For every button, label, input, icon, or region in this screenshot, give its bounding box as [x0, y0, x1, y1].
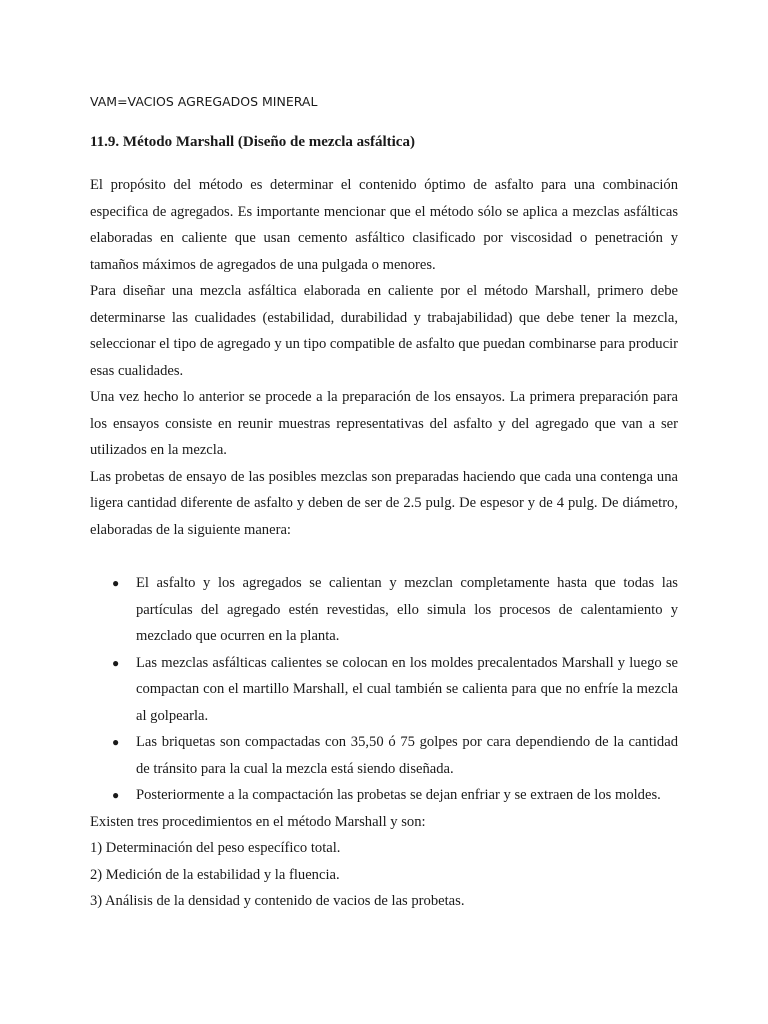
- paragraph-purpose: El propósito del método es determinar el contenido óptimo de asfalto para una combinación especifica de agregados. Es importante mencionar que el método sólo se aplica a mezclas asfálticas elaboradas en caliente que usan cemento asfáltico clasificado por viscosidad o penetración y tamaños máximos de agregados de una pulgada o menores.: [90, 177, 678, 273]
- paragraph-preparation: Una vez hecho lo anterior se procede a la preparación de los ensayos. La primera preparación para los ensayos consiste en reunir muestras representativas del asfalto y del agregado que van a ser utilizados en la mezcla.: [90, 389, 678, 458]
- paragraph-design: Para diseñar una mezcla asfáltica elaborada en caliente por el método Marshall, primero debe determinarse las cualidades (estabilidad, durabilidad y trabajabilidad) que debe tener la mezcla, seleccionar el tipo de agregado y un tipo compatible de asfalto que puedan combinarse para producir esas cualidades.: [90, 283, 678, 379]
- bullet-icon: ●: [112, 788, 120, 802]
- list-item: [90, 729, 678, 782]
- bullet-icon: ●: [112, 655, 120, 670]
- spacer: [90, 543, 678, 570]
- vam-heading: VAM=VACIOS AGREGADOS MINERAL: [90, 94, 318, 109]
- procedures-intro: Existen tres procedimientos en el método Marshall y son:: [90, 813, 426, 830]
- procedure-item: 1) Determinación del peso específico total.: [90, 840, 341, 856]
- list-item-text: Las mezclas asfálticas calientes se colocan en los moldes precalentados Marshall y luego se compactan con el martillo Marshall, el cual también se calienta para que no enfríe la mezcla al golpearla.: [136, 654, 678, 724]
- list-item-text: Posteriormente a la compactación las probetas se dejan enfriar y se extraen de los moldes.: [136, 787, 661, 803]
- list-item-text: El asfalto y los agregados se calientan y mezclan completamente hasta que todas las partículas del agregado estén revestidas, ello simula los procesos de calentamiento y mezclado que ocurren en la planta.: [136, 575, 678, 644]
- list-item: [90, 782, 678, 809]
- list-item-text: Las briquetas son compactadas con 35,50 ó 75 golpes por cara dependiendo de la cantidad de tránsito para la cual la mezcla está siendo diseñada.: [136, 734, 678, 777]
- procedures-list: [90, 835, 678, 915]
- bullet-icon: ●: [112, 735, 120, 749]
- procedure-item: 3) Análisis de la densidad y contenido de vacios de las probetas.: [90, 893, 465, 909]
- body-text: [90, 172, 678, 915]
- list-item: [90, 650, 678, 730]
- section-title: 11.9. Método Marshall (Diseño de mezcla asfáltica): [90, 134, 415, 150]
- bullet-icon: ●: [112, 576, 120, 590]
- procedure-item: 2) Medición de la estabilidad y la fluencia.: [90, 866, 340, 883]
- bullet-list: [90, 570, 678, 809]
- list-item: [90, 570, 678, 650]
- paragraph-specimens: Las probetas de ensayo de las posibles mezclas son preparadas haciendo que cada una contenga una ligera cantidad diferente de asfalto y deben de ser de 2.5 pulg. De espesor y de 4 pulg. De diámetro, elaboradas de la siguiente manera:: [90, 468, 678, 538]
